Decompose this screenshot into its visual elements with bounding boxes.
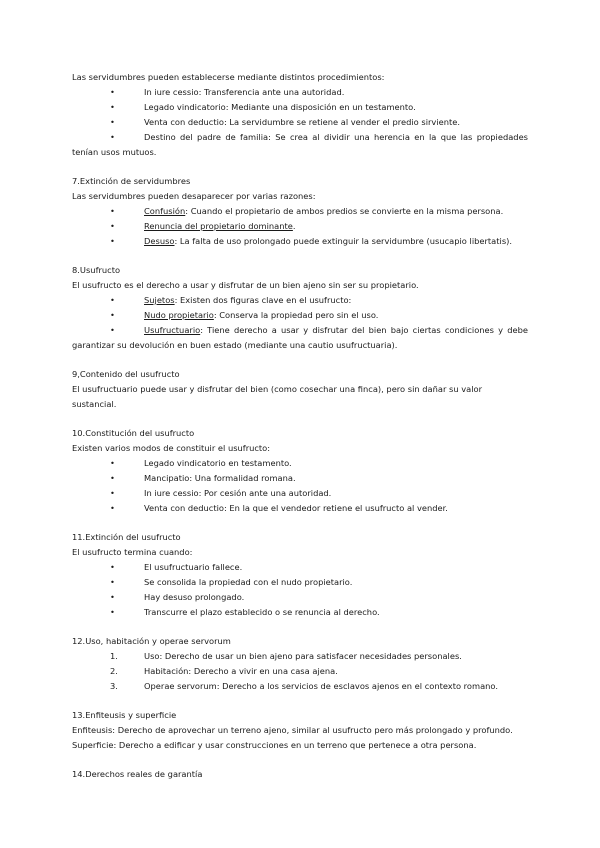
list-item: • Se consolida la propiedad con el nudo propietario. (72, 575, 528, 590)
bullet-icon: • (110, 206, 115, 216)
bullet-icon: • (110, 132, 115, 142)
bullet-icon: • (110, 310, 115, 320)
list-item: • Confusión: Cuando el propietario de ambos predios se convierte en la misma persona. (72, 204, 528, 219)
bullet-icon: • (110, 87, 115, 97)
list-item: • Hay desuso prolongado. (72, 590, 528, 605)
paragraph: Las servidumbres pueden desaparecer por varias razones: (72, 191, 316, 201)
section-heading: 8.Usufructo (72, 265, 121, 275)
bullet-icon: • (110, 592, 115, 602)
list-number: 3. (110, 681, 118, 691)
bullet-icon: • (110, 503, 115, 513)
list-item: • Mancipatio: Una formalidad romana. (72, 471, 528, 486)
paragraph: sustancial. (72, 399, 117, 409)
section-heading: 10.Constitución del usufructo (72, 428, 195, 438)
list-item: • Desuso: La falta de uso prolongado puede extinguir la servidumbre (usucapio libertatis). (72, 234, 528, 249)
list-item: • El usufructuario fallece. (72, 560, 528, 575)
paragraph: El usufructo es el derecho a usar y disfrutar de un bien ajeno sin ser su propietario. (72, 280, 419, 290)
list-item: • Renuncia del propietario dominante. (72, 219, 528, 234)
list-item: • Sujetos: Existen dos figuras clave en el usufructo: (72, 293, 528, 308)
bullet-icon: • (110, 236, 115, 246)
term: Confusión (144, 206, 186, 216)
list-number: 1. (110, 651, 118, 661)
paragraph: Enfiteusis: Derecho de aprovechar un terreno ajeno, similar al usufructo pero más prolongado y profundo. (72, 725, 513, 735)
list-item: • In iure cessio: Por cesión ante una autoridad. (72, 486, 528, 501)
list-item: • Destino del padre de familia: Se crea al dividir una herencia en la que las propiedades (72, 130, 528, 145)
bullet-icon: • (110, 458, 115, 468)
document-body (72, 70, 528, 782)
bullet-icon: • (110, 117, 115, 127)
section-heading: 12.Uso, habitación y operae servorum (72, 636, 231, 646)
list-item: • In iure cessio: Transferencia ante una autoridad. (72, 85, 528, 100)
bullet-icon: • (110, 607, 115, 617)
section-heading: 7.Extinción de servidumbres (72, 176, 191, 186)
list-item: • Usufructuario: Tiene derecho a usar y disfrutar del bien bajo ciertas condiciones y debe (72, 323, 528, 338)
term: Sujetos (144, 295, 175, 305)
list-item: 3. Operae servorum: Derecho a los servicios de esclavos ajenos en el contexto romano. (72, 679, 528, 694)
list-item: • Legado vindicatorio en testamento. (72, 456, 528, 471)
term: Usufructuario (144, 325, 201, 335)
bullet-icon: • (110, 295, 115, 305)
bullet-icon: • (110, 325, 115, 335)
bullet-icon: • (110, 562, 115, 572)
list-item-continuation: garantizar su devolución en buen estado (mediante una cautio usufructuaria). (72, 340, 398, 350)
list-number: 2. (110, 666, 118, 676)
section-heading: 13.Enfiteusis y superficie (72, 710, 177, 720)
term: Renuncia del propietario dominante (144, 221, 293, 231)
section-heading: 14.Derechos reales de garantía (72, 769, 203, 779)
paragraph: Superficie: Derecho a edificar y usar construcciones en un terreno que pertenece a otra persona. (72, 740, 477, 750)
bullet-icon: • (110, 221, 115, 231)
term: Nudo propietario (144, 310, 214, 320)
term: Desuso (144, 236, 175, 246)
list-item: 1. Uso: Derecho de usar un bien ajeno para satisfacer necesidades personales. (72, 649, 528, 664)
bullet-icon: • (110, 473, 115, 483)
list-item: • Nudo propietario: Conserva la propiedad pero sin el uso. (72, 308, 528, 323)
paragraph: Existen varios modos de constituir el usufructo: (72, 443, 271, 453)
list-item-continuation: tenían usos mutuos. (72, 147, 157, 157)
paragraph: Las servidumbres pueden establecerse mediante distintos procedimientos: (72, 72, 385, 82)
list-item: • Venta con deductio: La servidumbre se retiene al vender el predio sirviente. (72, 115, 528, 130)
bullet-icon: • (110, 102, 115, 112)
paragraph: El usufructuario puede usar y disfrutar del bien (como cosechar una finca), pero sin dañar su valor (72, 384, 483, 394)
bullet-icon: • (110, 488, 115, 498)
list-item: • Legado vindicatorio: Mediante una disposición en un testamento. (72, 100, 528, 115)
paragraph: El usufructo termina cuando: (72, 547, 193, 557)
bullet-icon: • (110, 577, 115, 587)
section-heading: 11.Extinción del usufructo (72, 532, 181, 542)
list-item: • Transcurre el plazo establecido o se renuncia al derecho. (72, 605, 528, 620)
section-heading: 9,Contenido del usufructo (72, 369, 180, 379)
list-item: 2. Habitación: Derecho a vivir en una casa ajena. (72, 664, 528, 679)
list-item: • Venta con deductio: En la que el vendedor retiene el usufructo al vender. (72, 501, 528, 516)
